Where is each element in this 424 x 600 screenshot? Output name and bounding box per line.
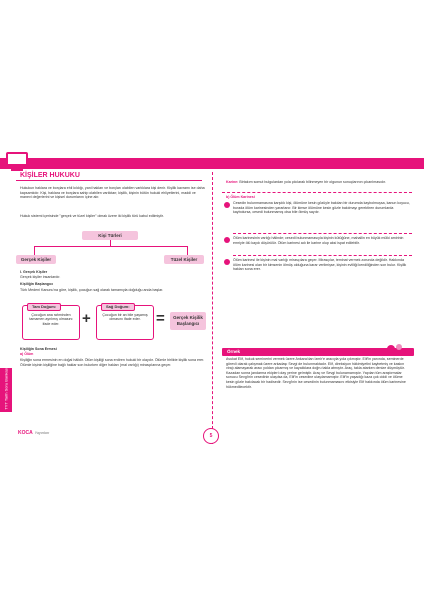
bullet-text-3: Ölüm karinesi ile kişinin mal varlığı mirasçılara geçer. Mirasçılar, teminat vermek zorunda değildir. Hakkında ölüm karinesi olan bir kimsenin ölmüş olduğuna karar verilmişse, kişinin evliliği kendiliğinden son bulur. Kişilik hakları sona erer. xyxy=(233,258,407,272)
note-divider xyxy=(222,192,412,193)
subheading: Kişiliğin Başlangıcı xyxy=(20,282,53,286)
bullet-divider xyxy=(233,255,412,256)
example-text: Avukat Elif, hukuk seminerini vermek üzere Ankara'dan İzmir'e aracıyla yola çıkmıştır. Elif'in yanında, seminerde görevli olarak çalışmak üzere arkadaşı Sevgi de bulunmaktadır. Elif, direksiyon hâkimiyetini kaybetmiş ve kaskın virajı alamayarak aracı yoldan çıkarmış ve kayalıklara doğru takla atmıştır. Araç, takla atarken denize düşmüştür. Kazadan sonra jandarma ekipleri olay yerine gelmiştir. Araç ve Sevgi bulunamamıştır. Yapılan tüm araştırmalar sonucu Sevgi'nin cesedinin ulaşılsa da, Elif'in cesedine ulaşılamamıştır. Elif'in yaşadığı kaza çok ciddi ve ölüme kesin gözle bakılacak bir hadisedir. Sevgi'nin ise cesedinin bulunmamasını etkisiyle Elif hakkında ölüm karinesine hükmedilecektir. xyxy=(226,357,406,389)
death-text: Kişiliğin sona ermesinin en doğal hâlidir. Ölüm kişiliği sona erdiren hukuki bir olaydır. Ölümle birlikte kişilik sona erer. Ölümle kişinin kişiliğine bağlı haklar son bulurken diğer hakları (mal varlığı) mirasçılarına geçer. xyxy=(20,358,205,367)
subheading-presumption: b) Ölüm Karinesi xyxy=(226,195,255,199)
bullet-icon xyxy=(224,202,230,208)
full-birth-body: Çocuğun ana rahminden tamamen ayrılmış olmasını ifade eder. xyxy=(29,313,73,326)
diagram-title: Kişi Türleri xyxy=(82,231,138,240)
section-heading: I. Gerçek Kişiler xyxy=(20,270,48,274)
example-label: Örnek xyxy=(227,349,241,354)
live-birth-title: Sağ Doğum: xyxy=(101,303,135,311)
diagram-branch xyxy=(34,246,188,255)
page-title: KİŞİLER HUKUKU xyxy=(20,172,80,179)
bullet-text-1: Cesedin bulunmamasına karşılık kişi, ölümüne kesin gözüyle bakılan bir durumda kaybolmuşsa, kanun koyucu, burada ölüm karinesinden yararlanır. Bir kimse ölümüne kesin gözle bakılmayı gerektiren durumlarda kaybolursa, cesedi bulunmamış olsa bile ölmüş sayılır. xyxy=(233,201,410,215)
section-text: Gerçek kişiler insanlardır. xyxy=(20,275,61,279)
full-birth-box xyxy=(22,305,80,340)
title-rule xyxy=(16,180,202,181)
intro-paragraph-2: Hukuk sistemi içerisinde "gerçek ve tüzel kişiler" olmak üzere iki kişilik türü kabul edilmiştir. xyxy=(20,214,164,218)
subheading-text: Türk Medeni Kanunu'na göre, kişilik, çocuğun sağ olarak tamamıyla doğduğu anda başlar. xyxy=(20,288,164,292)
karine-label: Karine: xyxy=(226,180,239,184)
bullet-icon xyxy=(224,259,230,265)
bullet-divider xyxy=(233,233,412,234)
side-tab-label: TYT Tarih Soru Bankası xyxy=(3,367,9,410)
diagram-left-node: Gerçek Kişiler xyxy=(16,255,56,264)
logo-brand: KOCA xyxy=(18,430,33,436)
result-box: Gerçek Kişilik Başlangıcı xyxy=(170,312,206,330)
full-birth-title: Tam Doğum: xyxy=(27,303,61,311)
side-tab xyxy=(0,368,12,412)
plus-sign: + xyxy=(82,310,91,327)
live-birth-box xyxy=(96,305,154,340)
live-birth-body: Çocuğun bir an bile yaşamış olmasını ifade eder. xyxy=(102,313,148,322)
left-page xyxy=(16,172,206,447)
intro-paragraph: Hukukun haklara ve borçlara ehil kıldığı, yani hakları ve borçları olabilen varlıklara kişi denir. Kişilik kavramı ise daha kapsamlıdır. Kişi, haklara ve borçlara sahip olabilen varlıktan; kişilik, kişinin bütün hukuki ehliyetlerini, maddi ve manevi değerlerini ve kişisel durumlarını içine alır. xyxy=(20,186,205,200)
logo-sub: Yayınları xyxy=(34,431,50,435)
publisher-logo xyxy=(18,430,49,436)
page-number: 5 xyxy=(203,428,219,444)
flower-icon xyxy=(385,342,407,356)
equals-sign: = xyxy=(156,310,165,327)
bullet-text-2: Ölüm karinesinin varlığı hâlinde; cesedi bulunmamasıyla kişinin kütüğüne, mahallin en büyük mülki amirinin emriyle ölü kaydı düşürülür. Ölüm karinesi adı ile karine olup aksi ispat edilebilir. xyxy=(233,236,404,245)
subheading-death: a) Ölüm xyxy=(20,352,34,356)
subheading-end: Kişiliğin Sona Ermesi xyxy=(20,347,57,351)
diagram-right-node: Tüzel Kişiler xyxy=(164,255,204,264)
header-band xyxy=(0,158,424,169)
karine-text: Birtakım somut bulgulardan yola çıkılarak bilinmeyen bir olgunun sonuçlarının çıkarılmasıdır. xyxy=(239,180,387,184)
monitor-icon xyxy=(5,150,29,172)
right-page xyxy=(222,177,414,447)
karine-note xyxy=(226,180,412,185)
page-gutter xyxy=(212,172,213,444)
bullet-icon xyxy=(224,237,230,243)
